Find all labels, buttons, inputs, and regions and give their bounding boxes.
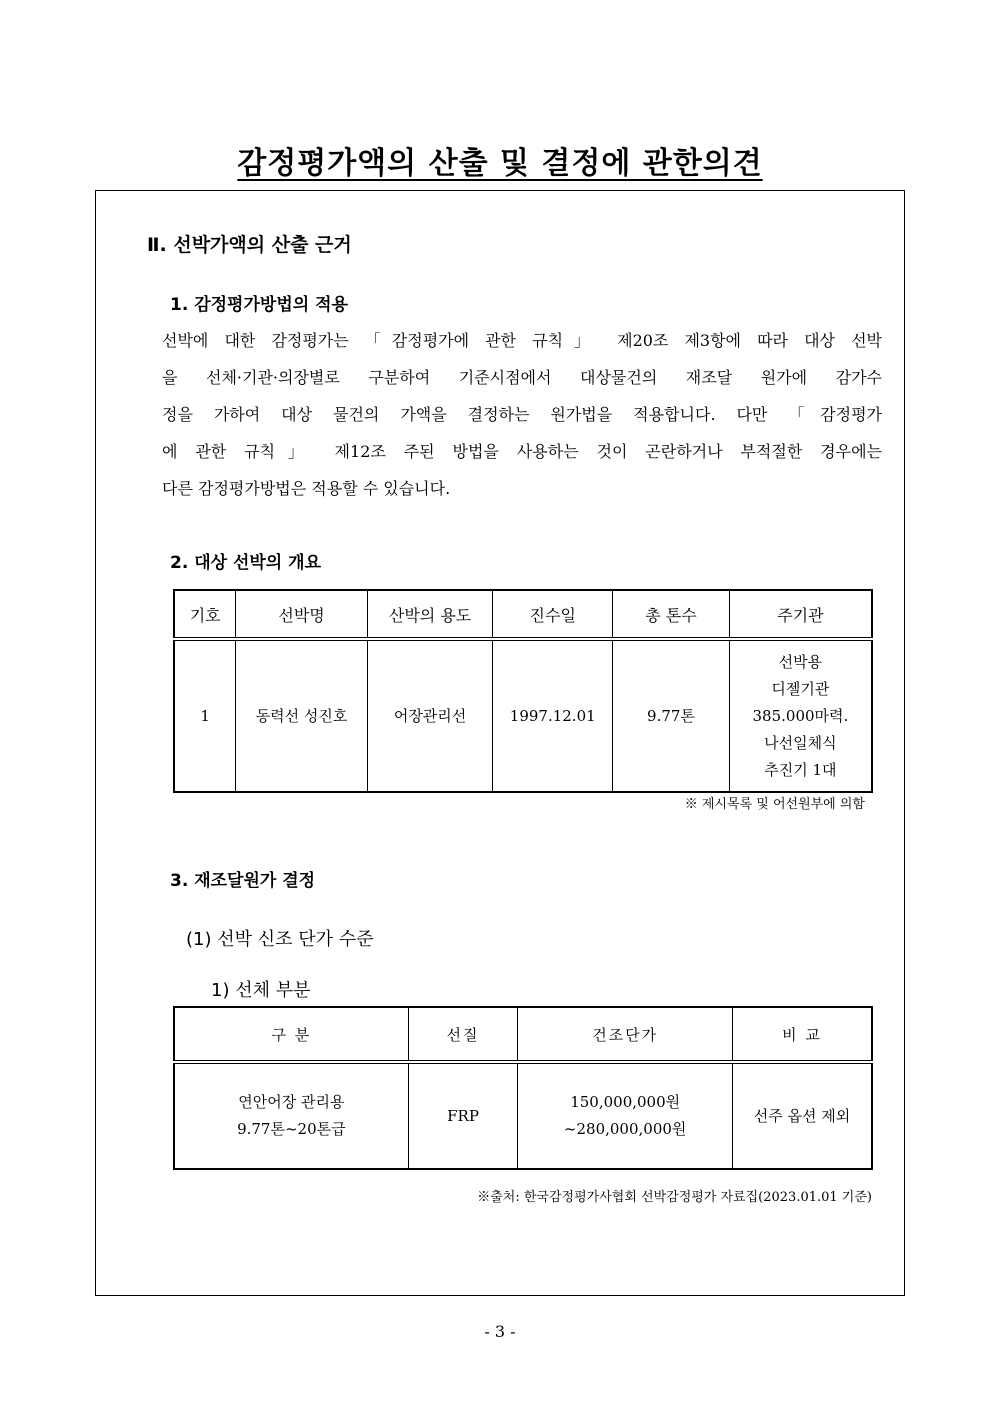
header-material: 선질 [408, 1007, 518, 1062]
source-note: ※출처: 한국감정평가사협회 선박감정평가 자료집(2023.01.01 기준) [477, 1190, 872, 1205]
header-build-price: 건조단가 [518, 1007, 733, 1062]
header-engine: 주기관 [729, 590, 872, 639]
page-number: - 3 - [484, 1322, 516, 1341]
cell-material: FRP [408, 1062, 518, 1169]
subsection-heading-replacement-cost: 3. 재조달원가 결정 [170, 871, 316, 891]
paragraph-line: 을 선체·기관·의장별로 구분하여 기준시점에서 대상물건의 재조달 원가에 감가수 [162, 368, 882, 387]
header-launch-date: 진수일 [493, 590, 613, 639]
header-category: 구 분 [174, 1007, 408, 1062]
cell-remark: 선주 옵션 제외 [732, 1062, 872, 1169]
page-title: 감정평가액의 산출 및 결정에 관한의견 [237, 146, 763, 181]
cell-build-price [518, 1062, 733, 1169]
header-ship-name: 선박명 [236, 590, 368, 639]
paragraph-line: 선박에 대한 감정평가는 「감정평가에 관한 규칙」 제20조 제3항에 따라 대상 선박 [162, 331, 882, 350]
engine-line: 추진기 1대 [764, 760, 837, 779]
table-header-row [174, 590, 872, 639]
cell-launch-date: 1997.12.01 [493, 639, 613, 792]
overview-note: ※ 제시목록 및 어선원부에 의함 [684, 797, 865, 812]
subsection-heading-overview: 2. 대상 선박의 개요 [170, 553, 321, 573]
hull-price-table [173, 1006, 873, 1170]
engine-line: 선박용 [778, 652, 823, 671]
table-row [174, 1062, 872, 1169]
cell-no: 1 [174, 639, 236, 792]
method-paragraph [162, 322, 882, 507]
section-heading: Ⅱ. 선박가액의 산출 근거 [147, 234, 352, 256]
category-line: 9.77톤~20톤급 [237, 1120, 346, 1138]
engine-line: 385.000마력. [752, 706, 849, 725]
category-line: 연안어장 관리용 [238, 1093, 345, 1111]
cell-tonnage: 9.77톤 [613, 639, 730, 792]
header-use: 산박의 용도 [367, 590, 493, 639]
table-row [174, 639, 872, 792]
header-no: 기호 [174, 590, 236, 639]
price-line: ~280,000,000원 [563, 1120, 687, 1138]
cell-ship-name: 동력선 성진호 [236, 639, 368, 792]
engine-line: 나선일체식 [764, 733, 837, 752]
part-heading-hull: 1) 선체 부분 [211, 980, 311, 1001]
table-header-row [174, 1007, 872, 1062]
ship-overview-table [173, 589, 873, 793]
cell-use: 어장관리선 [367, 639, 493, 792]
header-remark: 비 교 [732, 1007, 872, 1062]
paragraph-line: 정을 가하여 대상 물건의 가액을 결정하는 원가법을 적용합니다. 다만 「감정평가 [162, 405, 882, 424]
cell-engine [729, 639, 872, 792]
price-line: 150,000,000원 [570, 1093, 681, 1111]
subsection-heading-method: 1. 감정평가방법의 적용 [170, 295, 348, 315]
paragraph-line: 다른 감정평가방법은 적용할 수 있습니다. [162, 479, 451, 498]
item-heading-newbuild-price: (1) 선박 신조 단가 수준 [186, 929, 374, 950]
cell-category [174, 1062, 408, 1169]
engine-line: 디젤기관 [771, 679, 830, 698]
header-tonnage: 총 톤수 [613, 590, 730, 639]
paragraph-line: 에 관한 규칙」 제12조 주된 방법을 사용하는 것이 곤란하거나 부적절한 경우에는 [162, 442, 882, 461]
